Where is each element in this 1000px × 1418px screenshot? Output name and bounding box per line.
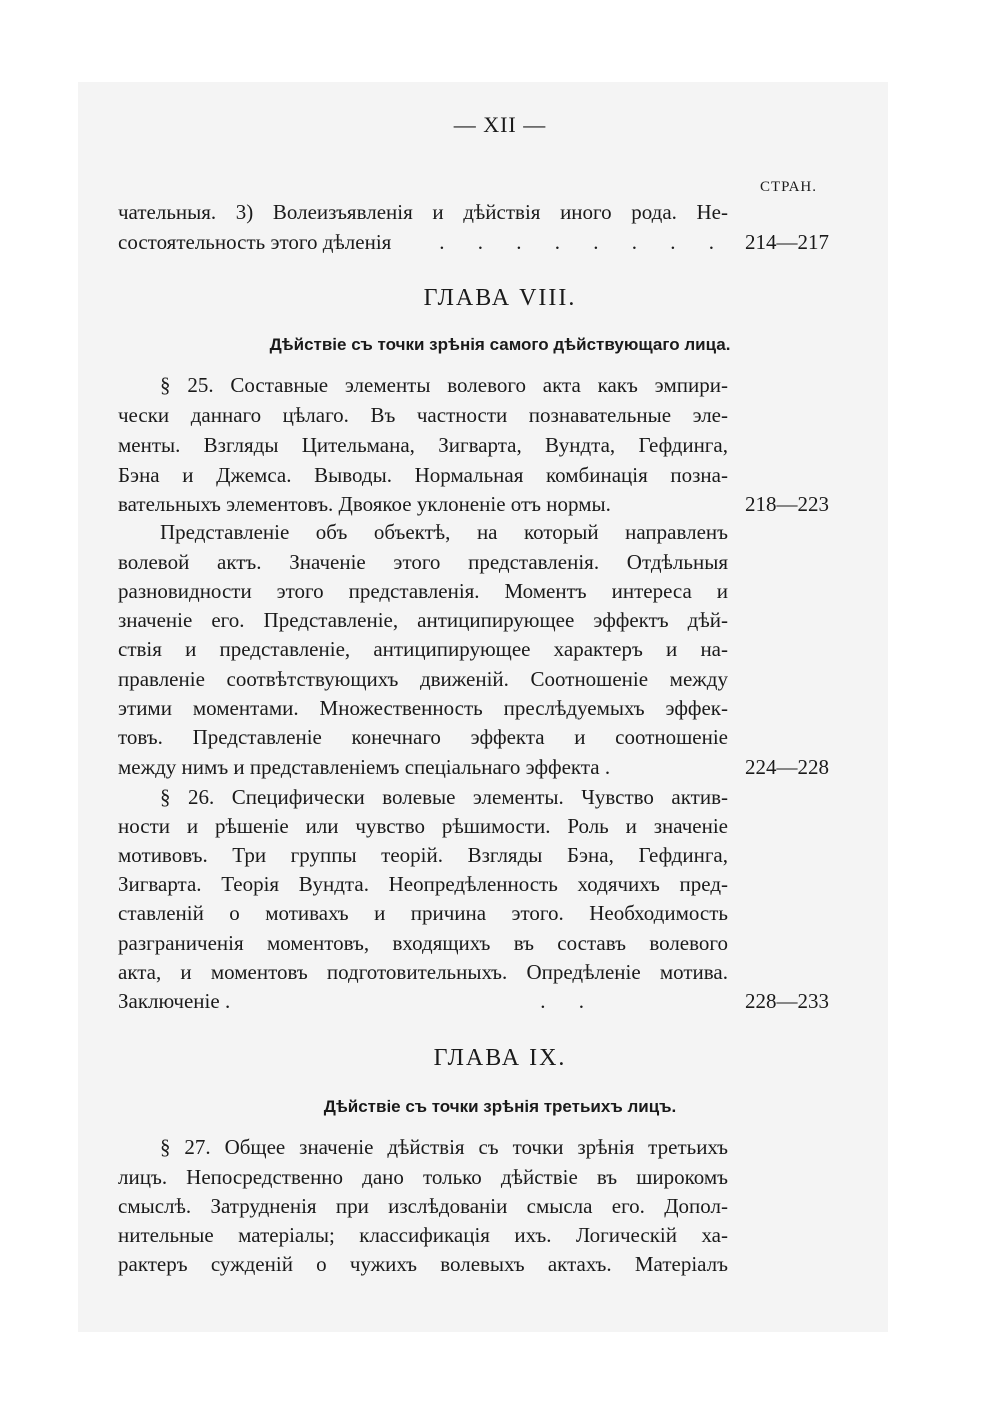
- text-line: значеніе его. Представленіе, антиципирующее эффектъ дѣй-: [118, 608, 728, 632]
- text-line: ности и рѣшеніе или чувство рѣшимости. Роль и значеніе: [118, 814, 728, 838]
- text-line: ставленій о мотивахъ и причина этого. Необходимость: [118, 901, 728, 925]
- text-line: чески даннаго цѣлаго. Въ частности познавательные эле-: [118, 403, 728, 427]
- text-line: Представленіе объ объектѣ, на который направленъ: [160, 520, 728, 544]
- text-line: волевой актъ. Значеніе этого представленія. Отдѣльныя: [118, 550, 728, 574]
- text-line: § 26. Специфически волевые элементы. Чувство актив-: [160, 785, 728, 809]
- text-line: смыслѣ. Затрудненія при изслѣдованіи смысла его. Допол-: [118, 1194, 728, 1218]
- page-range: 228—233: [745, 989, 829, 1013]
- chapter-subtitle: Дѣйствіе съ точки зрѣнія самого дѣйствующаго лица.: [269, 335, 731, 354]
- text-line: [118, 227, 728, 257]
- leader-dots: . . . . . . . .: [439, 230, 728, 254]
- text-line: [118, 986, 728, 1016]
- text-line: между нимъ и представленіемъ спеціальнаго эффекта .: [118, 755, 611, 779]
- text-line: товъ. Представленіе конечнаго эффекта и соотношеніе: [118, 725, 728, 749]
- text-line: менты. Взгляды Цительмана, Зигварта, Вундта, Гефдинга,: [118, 433, 728, 457]
- text-line: вательныхъ элементовъ. Двоякое уклоненіе отъ нормы.: [118, 492, 611, 516]
- text-line: этими моментами. Множественность преслѣдуемыхъ эффек-: [118, 696, 728, 720]
- text-line: лицъ. Непосредственно дано только дѣйствіе въ широкомъ: [118, 1165, 728, 1189]
- text-segment: состоятельность этого дѣленія: [118, 230, 392, 254]
- leader-dots: . .: [540, 989, 598, 1013]
- chapter-title: ГЛАВА VIII.: [423, 285, 577, 311]
- text-line: Бэна и Джемса. Выводы. Нормальная комбинація позна-: [118, 463, 728, 487]
- chapter-subtitle: Дѣйствіе съ точки зрѣнія третьихъ лицъ.: [323, 1097, 677, 1116]
- text-line: рактеръ сужденій о чужихъ волевыхъ актахъ. Матеріалъ: [118, 1252, 728, 1276]
- text-line: разновидности этого представленія. Моментъ интереса и: [118, 579, 728, 603]
- page-column-label: СТРАН.: [760, 179, 818, 195]
- text-line: Зигварта. Теорія Вундта. Неопредѣленность ходячихъ пред-: [118, 872, 728, 896]
- text-line: ствія и представленіе, антиципирующее характеръ и на-: [118, 637, 728, 661]
- text-line: мотивовъ. Три группы теорій. Взгляды Бэна, Гефдинга,: [118, 843, 728, 867]
- page-range: 218—223: [745, 492, 829, 516]
- text-line: акта, и моментовъ подготовительныхъ. Опредѣленіе мотива.: [118, 960, 728, 984]
- text-line: § 27. Общее значеніе дѣйствія съ точки зрѣнія третьихъ: [160, 1135, 728, 1159]
- text-line: правленіе соотвѣтствующихъ движеній. Соотношеніе между: [118, 667, 728, 691]
- page-range: 214—217: [745, 230, 829, 254]
- text-line: чательныя. 3) Волеизъявленія и дѣйствія иного рода. Не-: [118, 200, 728, 224]
- text-line: нительные матеріалы; классификація ихъ. Логическій ха-: [118, 1223, 728, 1247]
- chapter-title: ГЛАВА IX.: [433, 1045, 567, 1071]
- text-segment: Заключеніе .: [118, 989, 231, 1013]
- text-line: разграниченія моментовъ, входящихъ въ составъ волевого: [118, 931, 728, 955]
- text-line: § 25. Составные элементы волевого акта какъ эмпири-: [160, 373, 728, 397]
- page-header: — XII —: [453, 112, 547, 137]
- page-range: 224—228: [745, 755, 829, 779]
